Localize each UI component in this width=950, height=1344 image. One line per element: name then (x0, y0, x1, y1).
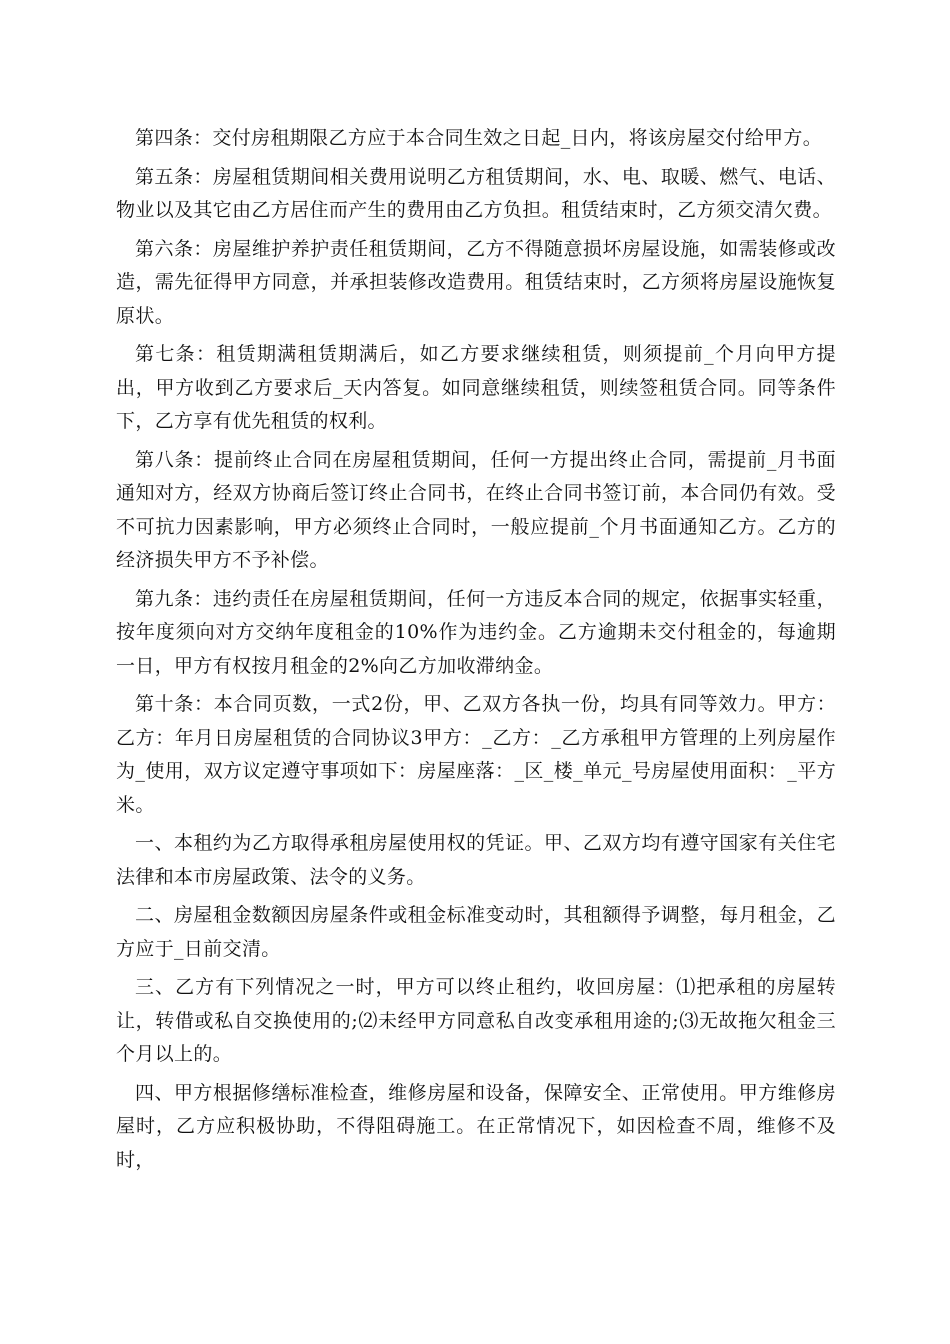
clause-9-paragraph: 第九条：违约责任在房屋租赁期间，任何一方违反本合同的规定，依据事实轻重，按年度须向对方交纳年度租金的10%作为违约金。乙方逾期未交付租金的，每逾期一日，甲方有权按月租金的2%向乙方加收滞纳金。 (116, 587, 836, 677)
lease-item-2-paragraph: 二、房屋租金数额因房屋条件或租金标准变动时，其租额得予调整，每月租金，乙方应于_日前交清。 (116, 904, 836, 960)
clause-10-paragraph: 第十条：本合同页数，一式2份，甲、乙双方各执一份，均具有同等效力。甲方：乙方：年月日房屋租赁的合同协议3甲方：_乙方：_乙方承租甲方管理的上列房屋作为_使用，双方议定遵守事项如下：房屋座落：_区_楼_单元_号房屋使用面积：_平方米。 (116, 693, 836, 816)
lease-item-1-paragraph: 一、本租约为乙方取得承租房屋使用权的凭证。甲、乙双方均有遵守国家有关住宅法律和本市房屋政策、法令的义务。 (116, 832, 836, 888)
document-body (116, 122, 836, 1182)
clause-8-paragraph: 第八条：提前终止合同在房屋租赁期间，任何一方提出终止合同，需提前_月书面通知对方，经双方协商后签订终止合同书，在终止合同书签订前，本合同仍有效。受不可抗力因素影响，甲方必须终止合同时，一般应提前_个月书面通知乙方。乙方的经济损失甲方不予补偿。 (116, 448, 836, 571)
lease-item-4-paragraph: 四、甲方根据修缮标准检查，维修房屋和设备，保障安全、正常使用。甲方维修房屋时，乙方应积极协助，不得阻碍施工。在正常情况下，如因检查不周，维修不及时， (116, 1081, 836, 1171)
clause-6-paragraph: 第六条：房屋维护养护责任租赁期间，乙方不得随意损坏房屋设施，如需装修或改造，需先征得甲方同意，并承担装修改造费用。租赁结束时，乙方须将房屋设施恢复原状。 (116, 237, 836, 327)
clause-5-paragraph: 第五条：房屋租赁期间相关费用说明乙方租赁期间，水、电、取暖、燃气、电话、物业以及其它由乙方居住而产生的费用由乙方负担。租赁结束时，乙方须交清欠费。 (116, 165, 836, 221)
clause-4-paragraph: 第四条：交付房租期限乙方应于本合同生效之日起_日内，将该房屋交付给甲方。 (135, 127, 823, 149)
lease-item-3-paragraph: 三、乙方有下列情况之一时，甲方可以终止租约，收回房屋：⑴把承租的房屋转让，转借或私自交换使用的;⑵未经甲方同意私自改变承租用途的;⑶无故拖欠租金三个月以上的。 (116, 976, 836, 1065)
clause-7-paragraph: 第七条：租赁期满租赁期满后，如乙方要求继续租赁，则须提前_个月向甲方提出，甲方收到乙方要求后_天内答复。如同意继续租赁，则续签租赁合同。同等条件下，乙方享有优先租赁的权利。 (116, 343, 836, 432)
